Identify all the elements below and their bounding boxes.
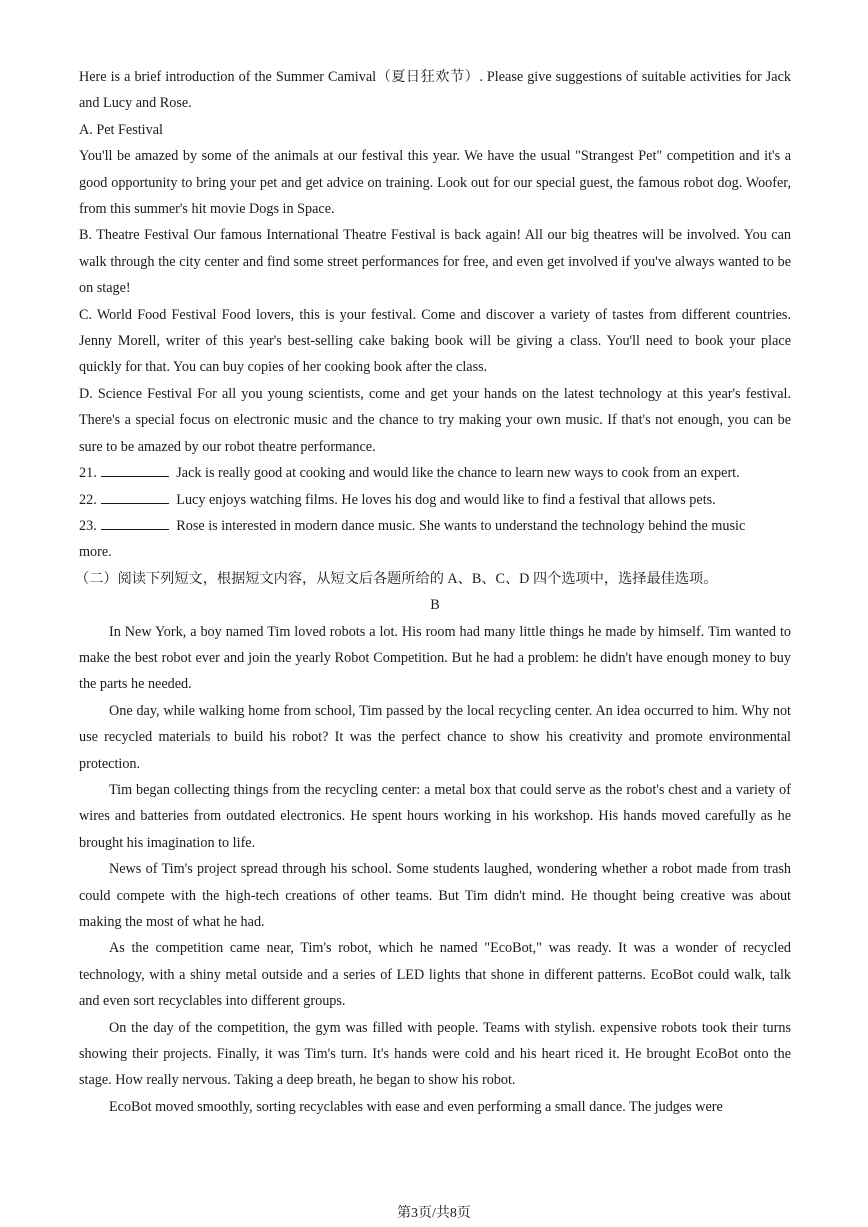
question-number: 23. — [79, 517, 97, 534]
story-paragraph-6: On the day of the competition, the gym was filled with people. Teams with stylish. expensive robots took their turns showing their projects. Finally, it was Tim's turn. It's hands were cold and his heart riced it. He brought EcoBot onto the stage. How really nervous. Taking a deep breath, he began to show his robot. — [79, 1019, 791, 1089]
question-23 — [79, 513, 791, 539]
story-paragraph-2: One day, while walking home from school, Tim passed by the local recycling center. An idea occurred to him. Why not use recycled materials to build his robot? It was the perfect chance to show his creativity and promote environmental protection. — [79, 702, 791, 772]
question-text: Jack is really good at cooking and would like the chance to learn new ways to cook from an expert. — [176, 465, 740, 482]
passage-letter: B — [430, 597, 440, 614]
festival-a-heading: A. Pet Festival — [79, 121, 163, 138]
document-page — [75, 64, 791, 1120]
question-number: 22. — [79, 491, 97, 508]
story-paragraph-1: In New York, a boy named Tim loved robots a lot. His room had many little things he made by himself. Tim wanted to make the best robot ever and join the yearly Robot Competition. But he had a problem: he didn't have enough money to buy the parts he needed. — [79, 623, 791, 693]
answer-blank[interactable] — [101, 489, 169, 504]
question-text: Rose is interested in modern dance music. She wants to understand the technology behind the music — [176, 517, 746, 534]
question-text: Lucy enjoys watching films. He loves his dog and would like to find a festival that allows pets. — [176, 491, 716, 508]
festival-b-description: B. Theatre Festival Our famous International Theatre Festival is back again! All our big theatres will be involved. You can walk through the city center and find some street performances for free, and even get involved if you've always wanted to be on stage! — [79, 227, 791, 297]
page-number-footer: 第3页/共8页 — [397, 1206, 471, 1221]
question-number: 21. — [79, 465, 97, 482]
story-paragraph-5: As the competition came near, Tim's robot, which he named "EcoBot," was ready. It was a wonder of recycled technology, with a shiny metal outside and a series of LED lights that shone in different patterns. EcoBot could walk, talk and even sort recyclables into different groups. — [79, 940, 791, 1010]
festival-d-description: D. Science Festival For all you young scientists, come and get your hands on the latest technology at this year's festival. There's a special focus on electronic music and the chance to try making your own music. If that's not enough, you can be sure to be amazed by our robot theatre performance. — [79, 385, 791, 455]
story-paragraph-4: News of Tim's project spread through his school. Some students laughed, wondering whether a robot made from trash could compete with the high-tech creations of other teams. But Tim didn't mind. He thought being creative was about making the most of what he had. — [79, 861, 791, 930]
section-instruction: （二）阅读下列短文，根据短文内容，从短文后各题所给的 A、B、C、D 四个选项中，选择最佳选项。 — [75, 570, 718, 587]
answer-blank[interactable] — [101, 462, 169, 477]
question-21 — [79, 460, 791, 486]
intro-paragraph: Here is a brief introduction of the Summer Camival（夏日狂欢节）. Please give suggestions of suitable activities for Jack and Lucy and Rose. — [79, 69, 791, 112]
festival-c-description: C. World Food Festival Food lovers, this is your festival. Come and discover a variety of tastes from different countries. Jenny Morell, writer of this year's best-selling cake baking book will be giving a class. You'll need to book your place quickly for that. You can buy copies of her cooking book after the class. — [79, 306, 791, 376]
question-23-continuation: more. — [79, 544, 112, 561]
story-paragraph-7: EcoBot moved smoothly, sorting recyclables with ease and even performing a small dance. The judges were — [109, 1098, 723, 1115]
festival-a-description: You'll be amazed by some of the animals at our festival this year. We have the usual "Strangest Pet" competition and it's a good opportunity to bring your pet and get advice on training. Look out for our special guest, the famous robot dog. Woofer, from this summer's hit movie Dogs in Space. — [79, 148, 791, 218]
question-22 — [79, 487, 791, 513]
answer-blank[interactable] — [101, 515, 169, 530]
story-paragraph-3: Tim began collecting things from the recycling center: a metal box that could serve as the robot's chest and a variety of wires and batteries from outdated electronics. He spent hours working in his workshop. His hands moved carefully as he brought his imagination to life. — [79, 781, 791, 851]
